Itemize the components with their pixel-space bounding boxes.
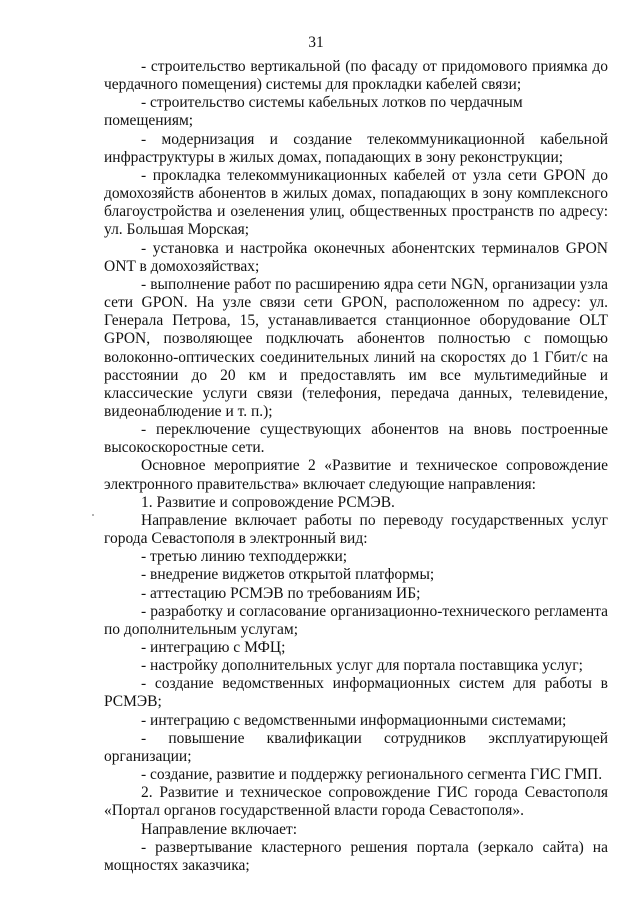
- paragraph-subscriber-switch: - переключение существующих абонентов на вновь построенные высокоскоростные сети.: [104, 421, 608, 457]
- paragraph-main-activity-2: Основное мероприятие 2 «Развитие и техническое сопровождение электронного правительства» включает следующие направления:: [104, 457, 608, 493]
- paragraph-departmental-systems: - создание ведомственных информационных систем для работы в РСМЭВ;: [104, 675, 608, 711]
- paragraph-widgets: - внедрение виджетов открытой платформы;: [141, 566, 435, 584]
- paragraph-cable-trays: - строительство системы кабельных лотков по чердачным помещениям;: [104, 94, 523, 130]
- paragraph-modernization: - модернизация и создание телекоммуникационной кабельной инфраструктуры в жилых домах, попадающих в зону реконструкции;: [104, 130, 608, 166]
- paragraph-staff-training: - повышение квалификации сотрудников эксплуатирующей организации;: [104, 729, 608, 765]
- document-body: [104, 58, 608, 875]
- paragraph-support-line: - третью линию техподдержки;: [141, 548, 348, 566]
- paragraph-gis-portal: 2. Развитие и техническое сопровождение ГИС города Севастополя «Портал органов государственной власти города Севастополя».: [104, 784, 608, 820]
- paragraph-certification: - аттестацию РСМЭВ по требованиям ИБ;: [141, 584, 421, 602]
- paragraph-rsmev-intro: Направление включает работы по переводу государственных услуг города Севастополя в электронный вид:: [104, 511, 608, 548]
- page-number: 31: [308, 34, 324, 51]
- paragraph-rsmev-heading: 1. Развитие и сопровождение РСМЭВ.: [141, 493, 395, 511]
- paragraph-cable-laying: - прокладка телекоммуникационных кабелей от узла сети GPON до домохозяйств абонентов в жилых домах, попадающих в зону комплексного благоустройства и озеленения улиц, общественных пространств по адресу: ул. Большая Морская;: [104, 166, 608, 239]
- paragraph-vertical-cable-system: - строительство вертикальной (по фасаду от придомового приямка до чердачного помещения) системы для прокладки кабелей связи;: [104, 58, 608, 94]
- paragraph-provider-portal: - настройку дополнительных услуг для портала поставщика услуг;: [141, 657, 583, 675]
- paragraph-mfc-integration: - интеграцию с МФЦ;: [141, 639, 286, 656]
- paragraph-system-integration: - интеграцию с ведомственными информационными системами;: [141, 711, 567, 729]
- paragraph-regulation: - разработку и согласование организационно-технического регламента по дополнительным услугам;: [104, 602, 608, 638]
- paragraph-cluster-deployment: - развертывание кластерного решения портала (зеркало сайта) на мощностях заказчика;: [104, 838, 608, 874]
- paragraph-terminal-setup: - установка и настройка оконечных абонентских терминалов GPON ONT в домохозяйствах;: [104, 239, 608, 275]
- paragraph-direction-includes: Направление включает:: [141, 820, 298, 838]
- scan-speck: [92, 514, 94, 516]
- paragraph-ngn-expansion: - выполнение работ по расширению ядра сети NGN, организации узла сети GPON. На узле связи сети GPON, расположенном по адресу: ул. Генерала Петрова, 15, устанавливается станционное оборудование OLT GPON, позволяющее подключать абонентов полностью с помощью волоконно-оптических соединительных линий на скоростях до 1 Гбит/с на расстоянии до 20 км и предоставлять им все мультимедийные и классические услуги связи (телефония, передача данных, телевидение, видеонаблюдение и т. п.);: [104, 275, 608, 420]
- paragraph-gis-gmp: - создание, развитие и поддержку регионального сегмента ГИС ГМП.: [141, 766, 603, 784]
